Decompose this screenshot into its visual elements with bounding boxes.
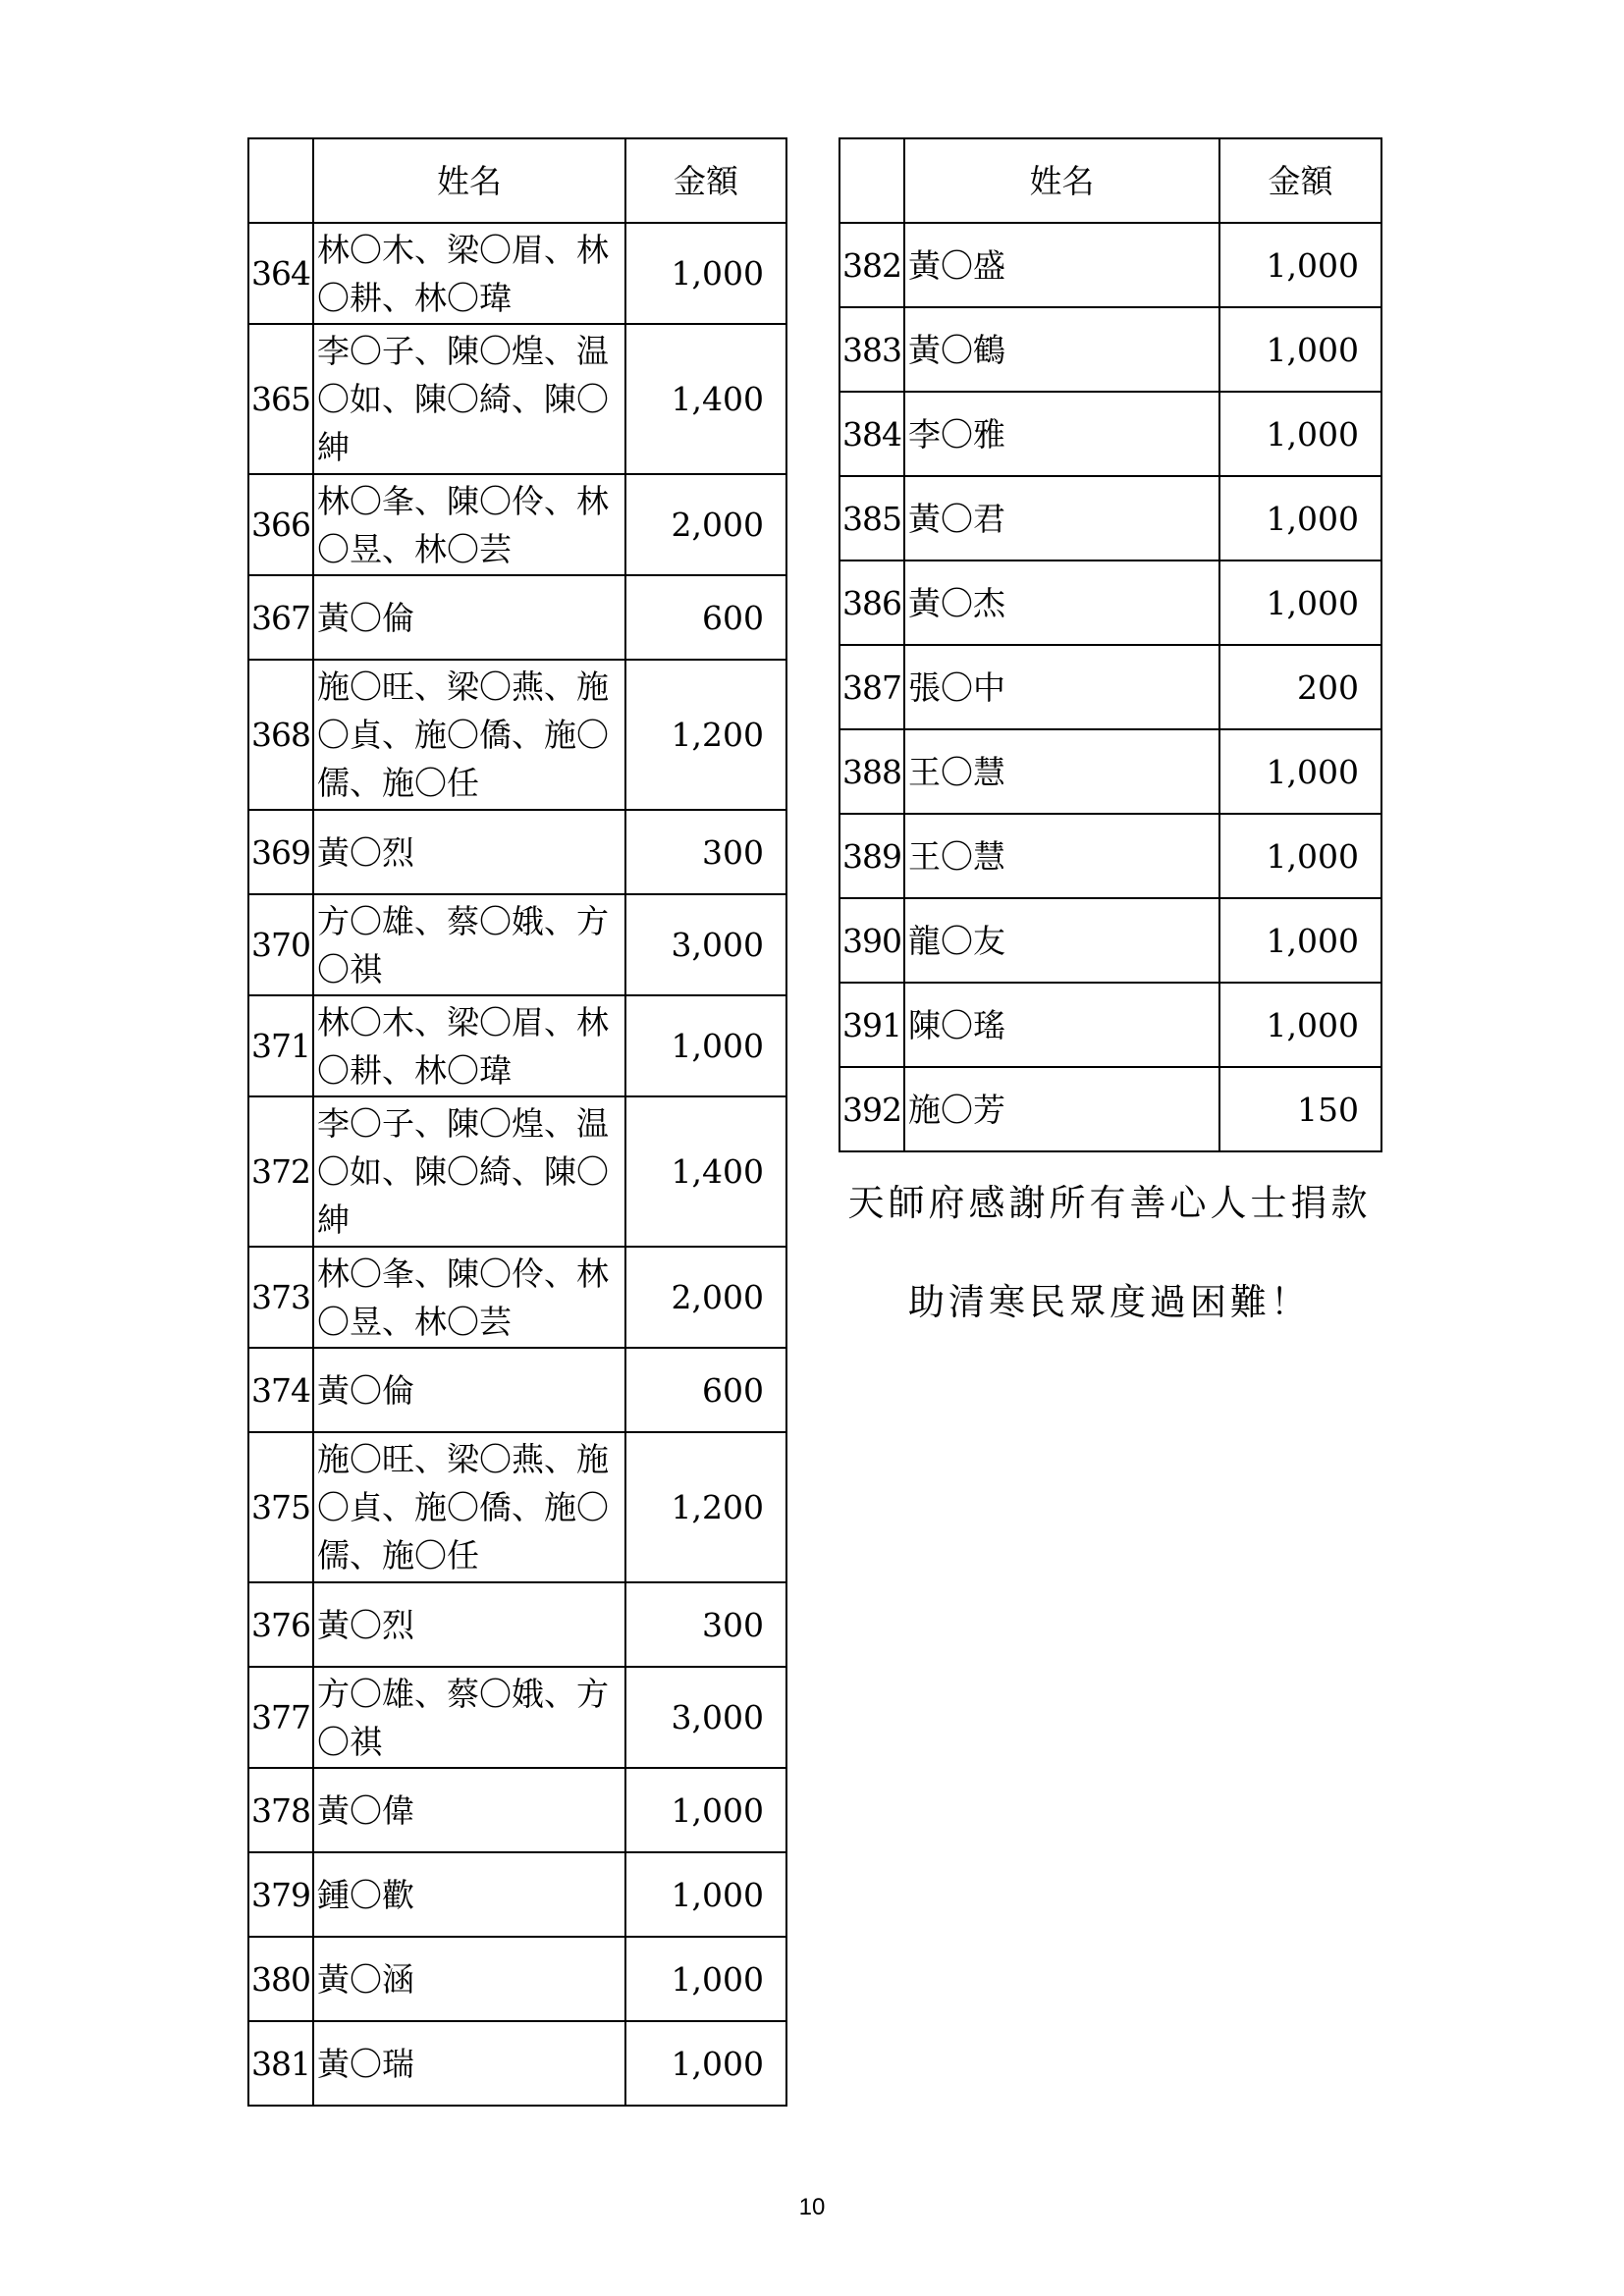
row-number: 383 [839,307,904,392]
donor-names: 方〇雄、蔡〇娥、方〇祺 [313,1667,625,1768]
donation-amount: 600 [625,575,786,660]
row-number: 370 [248,894,313,995]
donation-amount: 2,000 [625,1247,786,1348]
donor-names: 李〇子、陳〇煌、温〇如、陳〇綺、陳〇紳 [313,1096,625,1247]
donor-names: 方〇雄、蔡〇娥、方〇祺 [313,894,625,995]
table-row [248,660,786,810]
table-row [248,1096,786,1247]
donor-names: 張〇中 [904,645,1219,729]
table-row [248,1582,786,1667]
donor-names: 施〇旺、梁〇燕、施〇貞、施〇僑、施〇儒、施〇任 [313,660,625,810]
donor-table-right [839,137,1382,1152]
header-name: 姓名 [904,138,1219,223]
donation-amount: 1,000 [1219,392,1381,476]
table-row [839,307,1381,392]
donation-amount: 150 [1219,1067,1381,1151]
donation-amount: 1,400 [625,324,786,474]
donation-amount: 2,000 [625,474,786,575]
table-row [839,898,1381,983]
donation-amount: 200 [1219,645,1381,729]
table-row [839,1067,1381,1151]
donor-names: 李〇子、陳〇煌、温〇如、陳〇綺、陳〇紳 [313,324,625,474]
table-row [839,392,1381,476]
row-number: 371 [248,995,313,1096]
donation-amount: 300 [625,1582,786,1667]
row-number: 384 [839,392,904,476]
donation-amount: 1,000 [1219,561,1381,645]
table-row [248,474,786,575]
header-name: 姓名 [313,138,625,223]
row-number: 377 [248,1667,313,1768]
table-row [248,894,786,995]
donor-names: 黃〇倫 [313,1348,625,1432]
page-number: 10 [798,2194,826,2220]
table-row [839,476,1381,561]
row-number: 391 [839,983,904,1067]
donation-amount: 1,000 [625,995,786,1096]
donation-amount: 1,000 [1219,983,1381,1067]
row-number: 388 [839,729,904,814]
donor-names: 黃〇倫 [313,575,625,660]
closing-message-line-1: 天師府感謝所有善心人士捐款 [847,1182,1372,1224]
donor-names: 黃〇盛 [904,223,1219,307]
donor-names: 黃〇杰 [904,561,1219,645]
table-header-row [839,138,1381,223]
table-row [248,1667,786,1768]
donation-amount: 1,200 [625,1432,786,1582]
donation-amount: 1,000 [625,1937,786,2021]
donation-amount: 1,000 [625,223,786,324]
donation-amount: 1,000 [1219,898,1381,983]
table-row [248,1937,786,2021]
donor-names: 龍〇友 [904,898,1219,983]
header-number [248,138,313,223]
donor-names: 林〇木、梁〇眉、林〇耕、林〇瑋 [313,995,625,1096]
table-row [839,983,1381,1067]
table-header-row [248,138,786,223]
row-number: 376 [248,1582,313,1667]
table-row [248,575,786,660]
row-number: 378 [248,1768,313,1852]
row-number: 382 [839,223,904,307]
table-row [248,2021,786,2106]
donor-names: 施〇芳 [904,1067,1219,1151]
row-number: 375 [248,1432,313,1582]
row-number: 385 [839,476,904,561]
row-number: 367 [248,575,313,660]
row-number: 364 [248,223,313,324]
donor-names: 鍾〇歡 [313,1852,625,1937]
header-number [839,138,904,223]
donor-names: 施〇旺、梁〇燕、施〇貞、施〇僑、施〇儒、施〇任 [313,1432,625,1582]
donation-amount: 1,000 [625,1852,786,1937]
row-number: 369 [248,810,313,894]
closing-message-line-2: 助清寒民眾度過困難！ [908,1281,1311,1323]
header-amount: 金額 [1219,138,1381,223]
donor-names: 黃〇烈 [313,810,625,894]
table-row [248,810,786,894]
table-row [839,223,1381,307]
donor-names: 王〇慧 [904,729,1219,814]
row-number: 374 [248,1348,313,1432]
row-number: 392 [839,1067,904,1151]
row-number: 368 [248,660,313,810]
row-number: 389 [839,814,904,898]
table-row [248,1247,786,1348]
row-number: 387 [839,645,904,729]
donation-amount: 3,000 [625,894,786,995]
row-number: 386 [839,561,904,645]
donation-amount: 1,000 [625,2021,786,2106]
donation-amount: 1,000 [1219,814,1381,898]
donation-amount: 1,000 [625,1768,786,1852]
table-row [248,1348,786,1432]
table-row [839,729,1381,814]
table-row [248,995,786,1096]
table-row [839,814,1381,898]
donor-names: 李〇雅 [904,392,1219,476]
table-row [248,1768,786,1852]
table-row [248,1852,786,1937]
donor-names: 林〇夆、陳〇伶、林〇昱、林〇芸 [313,1247,625,1348]
row-number: 366 [248,474,313,575]
row-number: 365 [248,324,313,474]
table-row [248,1432,786,1582]
donor-names: 黃〇偉 [313,1768,625,1852]
donation-amount: 1,000 [1219,307,1381,392]
row-number: 379 [248,1852,313,1937]
table-row [839,561,1381,645]
table-row [839,645,1381,729]
table-row [248,324,786,474]
donor-table-left [247,137,787,2107]
row-number: 390 [839,898,904,983]
row-number: 381 [248,2021,313,2106]
header-amount: 金額 [625,138,786,223]
donation-amount: 300 [625,810,786,894]
donation-amount: 1,400 [625,1096,786,1247]
donor-names: 林〇夆、陳〇伶、林〇昱、林〇芸 [313,474,625,575]
donation-amount: 1,200 [625,660,786,810]
row-number: 373 [248,1247,313,1348]
table-row [248,223,786,324]
donation-amount: 1,000 [1219,729,1381,814]
donation-amount: 1,000 [1219,223,1381,307]
donation-amount: 1,000 [1219,476,1381,561]
donor-names: 林〇木、梁〇眉、林〇耕、林〇瑋 [313,223,625,324]
donor-names: 黃〇瑞 [313,2021,625,2106]
donation-amount: 3,000 [625,1667,786,1768]
donor-names: 黃〇烈 [313,1582,625,1667]
donation-amount: 600 [625,1348,786,1432]
donor-names: 黃〇鶴 [904,307,1219,392]
donor-names: 陳〇瑤 [904,983,1219,1067]
row-number: 380 [248,1937,313,2021]
donor-names: 王〇慧 [904,814,1219,898]
row-number: 372 [248,1096,313,1247]
donor-names: 黃〇君 [904,476,1219,561]
donor-names: 黃〇涵 [313,1937,625,2021]
